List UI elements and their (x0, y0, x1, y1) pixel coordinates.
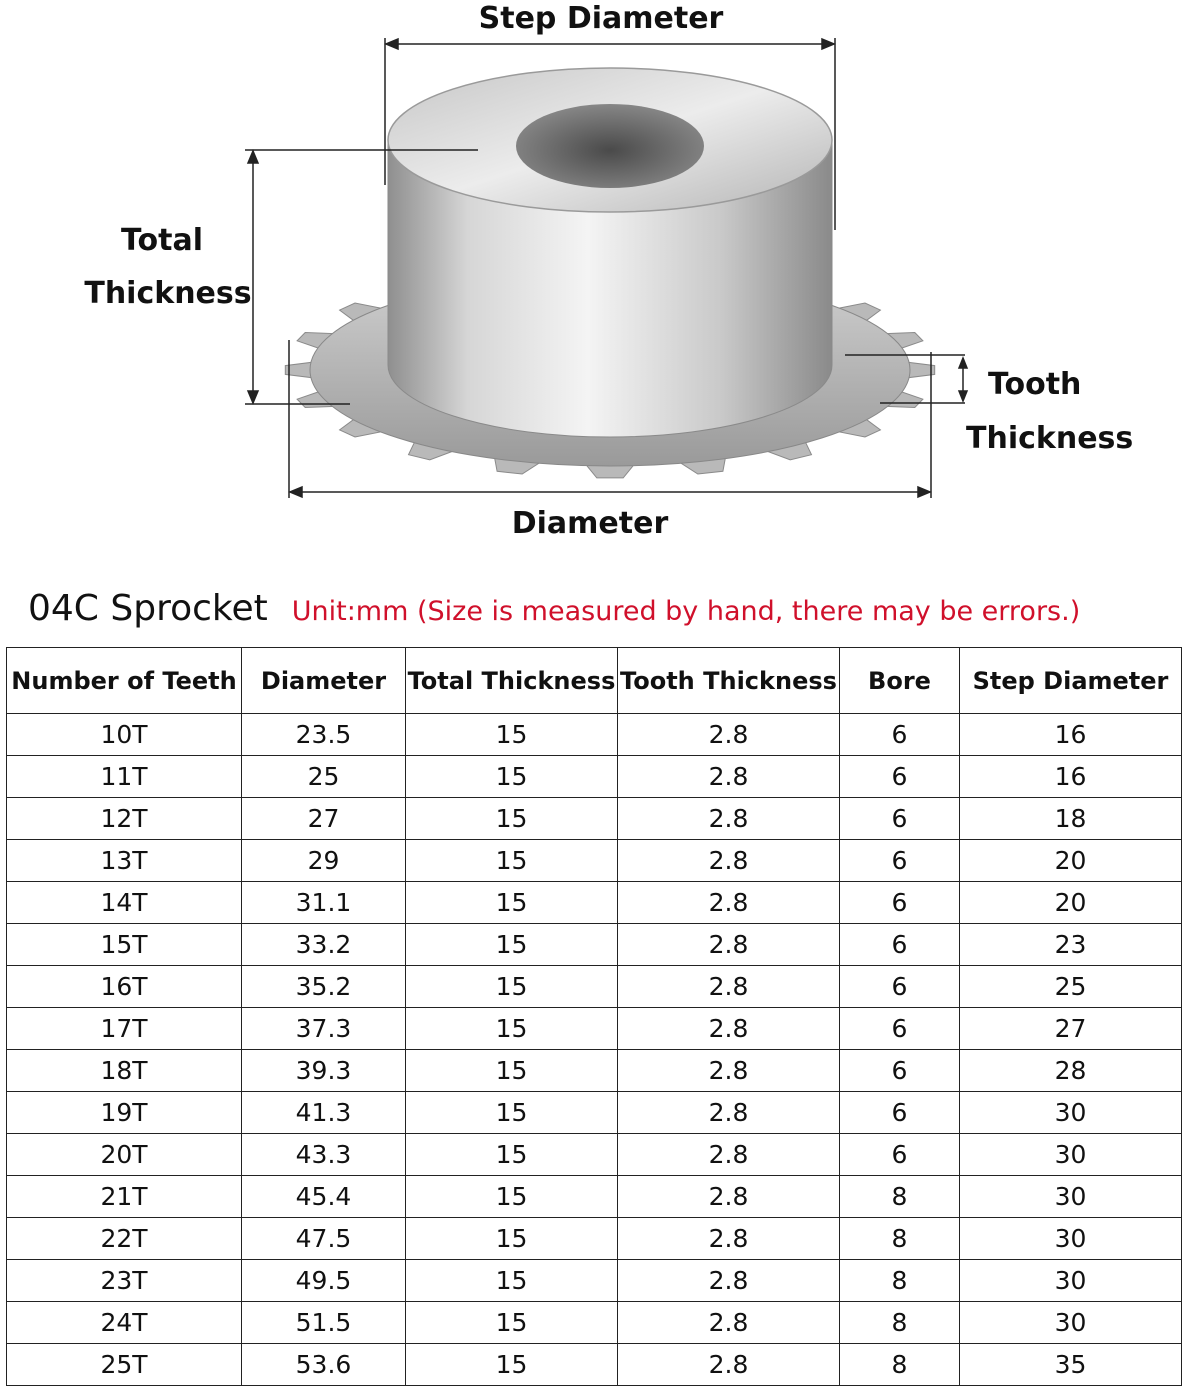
teeth-cell: 22T (7, 1218, 242, 1260)
table-row (7, 882, 1182, 924)
sprocket-dimension-diagram (0, 0, 1187, 560)
diameter-cell: 27 (242, 798, 406, 840)
total-thickness-cell: 15 (406, 1218, 618, 1260)
diameter-cell: 29 (242, 840, 406, 882)
bore-hole (516, 104, 704, 188)
bore-cell: 6 (840, 840, 960, 882)
table-row (7, 924, 1182, 966)
bore-cell: 8 (840, 1176, 960, 1218)
table-row (7, 1218, 1182, 1260)
bore-cell: 8 (840, 1260, 960, 1302)
diameter-cell: 31.1 (242, 882, 406, 924)
step-diameter-cell: 27 (960, 1008, 1182, 1050)
total-thickness-cell: 15 (406, 966, 618, 1008)
teeth-cell: 23T (7, 1260, 242, 1302)
header-bore: Bore (840, 648, 960, 714)
bore-cell: 6 (840, 1092, 960, 1134)
bore-cell: 8 (840, 1344, 960, 1386)
step-diameter-cell: 20 (960, 882, 1182, 924)
tooth-thickness-label-line1: Tooth (988, 367, 1082, 402)
total-thickness-label-line2: Thickness (84, 276, 252, 311)
bore-cell: 6 (840, 1008, 960, 1050)
total-thickness-cell: 15 (406, 1134, 618, 1176)
step-diameter-cell: 30 (960, 1092, 1182, 1134)
table-row (7, 798, 1182, 840)
bore-cell: 6 (840, 798, 960, 840)
teeth-cell: 11T (7, 756, 242, 798)
header-number-of-teeth: Number of Teeth (7, 648, 242, 714)
total-thickness-cell: 15 (406, 756, 618, 798)
header-tooth-thickness: Tooth Thickness (618, 648, 840, 714)
teeth-cell: 18T (7, 1050, 242, 1092)
total-thickness-cell: 15 (406, 840, 618, 882)
teeth-cell: 14T (7, 882, 242, 924)
diameter-cell: 25 (242, 756, 406, 798)
bore-cell: 8 (840, 1302, 960, 1344)
tooth-thickness-cell: 2.8 (618, 882, 840, 924)
diameter-cell: 47.5 (242, 1218, 406, 1260)
total-thickness-label-line1: Total (121, 223, 203, 258)
total-thickness-cell: 15 (406, 924, 618, 966)
diameter-label: Diameter (511, 506, 669, 541)
teeth-cell: 21T (7, 1176, 242, 1218)
step-diameter-cell: 30 (960, 1260, 1182, 1302)
table-row (7, 714, 1182, 756)
total-thickness-cell: 15 (406, 1260, 618, 1302)
teeth-cell: 24T (7, 1302, 242, 1344)
bore-cell: 6 (840, 1050, 960, 1092)
tooth-thickness-cell: 2.8 (618, 1176, 840, 1218)
teeth-cell: 19T (7, 1092, 242, 1134)
diameter-cell: 43.3 (242, 1134, 406, 1176)
table-title: 04C Sprocket (28, 588, 268, 629)
bore-cell: 6 (840, 1134, 960, 1176)
total-thickness-cell: 15 (406, 882, 618, 924)
tooth-thickness-cell: 2.8 (618, 1302, 840, 1344)
tooth-thickness-cell: 2.8 (618, 756, 840, 798)
tooth-thickness-cell: 2.8 (618, 1134, 840, 1176)
table-body (7, 714, 1182, 1386)
teeth-cell: 20T (7, 1134, 242, 1176)
tooth-thickness-cell: 2.8 (618, 840, 840, 882)
step-diameter-cell: 16 (960, 714, 1182, 756)
step-diameter-label: Step Diameter (478, 1, 724, 36)
table-row (7, 1260, 1182, 1302)
teeth-cell: 17T (7, 1008, 242, 1050)
total-thickness-cell: 15 (406, 1008, 618, 1050)
step-diameter-cell: 30 (960, 1218, 1182, 1260)
total-thickness-cell: 15 (406, 1092, 618, 1134)
tooth-thickness-label-line2: Thickness (966, 421, 1134, 456)
sprocket-spec-table (6, 647, 1182, 1386)
tooth-thickness-cell: 2.8 (618, 924, 840, 966)
diameter-cell: 49.5 (242, 1260, 406, 1302)
bore-cell: 8 (840, 1218, 960, 1260)
table-row (7, 1176, 1182, 1218)
diameter-cell: 33.2 (242, 924, 406, 966)
diameter-cell: 45.4 (242, 1176, 406, 1218)
step-diameter-cell: 30 (960, 1176, 1182, 1218)
bore-cell: 6 (840, 756, 960, 798)
teeth-cell: 16T (7, 966, 242, 1008)
diameter-cell: 41.3 (242, 1092, 406, 1134)
bore-cell: 6 (840, 714, 960, 756)
step-diameter-cell: 18 (960, 798, 1182, 840)
tooth-thickness-cell: 2.8 (618, 798, 840, 840)
table-title-row (28, 588, 1187, 644)
table-row (7, 756, 1182, 798)
total-thickness-cell: 15 (406, 1344, 618, 1386)
tooth-thickness-cell: 2.8 (618, 1218, 840, 1260)
total-thickness-cell: 15 (406, 714, 618, 756)
diameter-cell: 53.6 (242, 1344, 406, 1386)
table-row (7, 1092, 1182, 1134)
tooth-thickness-cell: 2.8 (618, 714, 840, 756)
step-diameter-cell: 25 (960, 966, 1182, 1008)
teeth-cell: 15T (7, 924, 242, 966)
step-diameter-cell: 16 (960, 756, 1182, 798)
table-header-row (7, 648, 1182, 714)
tooth-thickness-cell: 2.8 (618, 1050, 840, 1092)
teeth-cell: 25T (7, 1344, 242, 1386)
table-row (7, 966, 1182, 1008)
teeth-cell: 10T (7, 714, 242, 756)
table-row (7, 840, 1182, 882)
table-unit-note: Unit:mm (Size is measured by hand, there may be errors.) (291, 596, 1081, 627)
tooth-thickness-cell: 2.8 (618, 1092, 840, 1134)
step-diameter-cell: 20 (960, 840, 1182, 882)
total-thickness-cell: 15 (406, 1302, 618, 1344)
teeth-cell: 13T (7, 840, 242, 882)
header-diameter: Diameter (242, 648, 406, 714)
sprocket-hub-image (388, 68, 832, 437)
diameter-cell: 37.3 (242, 1008, 406, 1050)
tooth-thickness-cell: 2.8 (618, 966, 840, 1008)
header-step-diameter: Step Diameter (960, 648, 1182, 714)
table-row (7, 1302, 1182, 1344)
diameter-cell: 39.3 (242, 1050, 406, 1092)
diameter-cell: 51.5 (242, 1302, 406, 1344)
total-thickness-cell: 15 (406, 1050, 618, 1092)
diameter-cell: 23.5 (242, 714, 406, 756)
teeth-cell: 12T (7, 798, 242, 840)
bore-cell: 6 (840, 924, 960, 966)
table-row (7, 1344, 1182, 1386)
header-total-thickness: Total Thickness (406, 648, 618, 714)
step-diameter-cell: 28 (960, 1050, 1182, 1092)
step-diameter-cell: 30 (960, 1134, 1182, 1176)
step-diameter-cell: 30 (960, 1302, 1182, 1344)
step-diameter-cell: 35 (960, 1344, 1182, 1386)
tooth-thickness-cell: 2.8 (618, 1344, 840, 1386)
total-thickness-cell: 15 (406, 798, 618, 840)
diameter-cell: 35.2 (242, 966, 406, 1008)
table-row (7, 1050, 1182, 1092)
step-diameter-cell: 23 (960, 924, 1182, 966)
bore-cell: 6 (840, 882, 960, 924)
total-thickness-cell: 15 (406, 1176, 618, 1218)
table-row (7, 1134, 1182, 1176)
tooth-thickness-cell: 2.8 (618, 1260, 840, 1302)
bore-cell: 6 (840, 966, 960, 1008)
tooth-thickness-cell: 2.8 (618, 1008, 840, 1050)
table-row (7, 1008, 1182, 1050)
